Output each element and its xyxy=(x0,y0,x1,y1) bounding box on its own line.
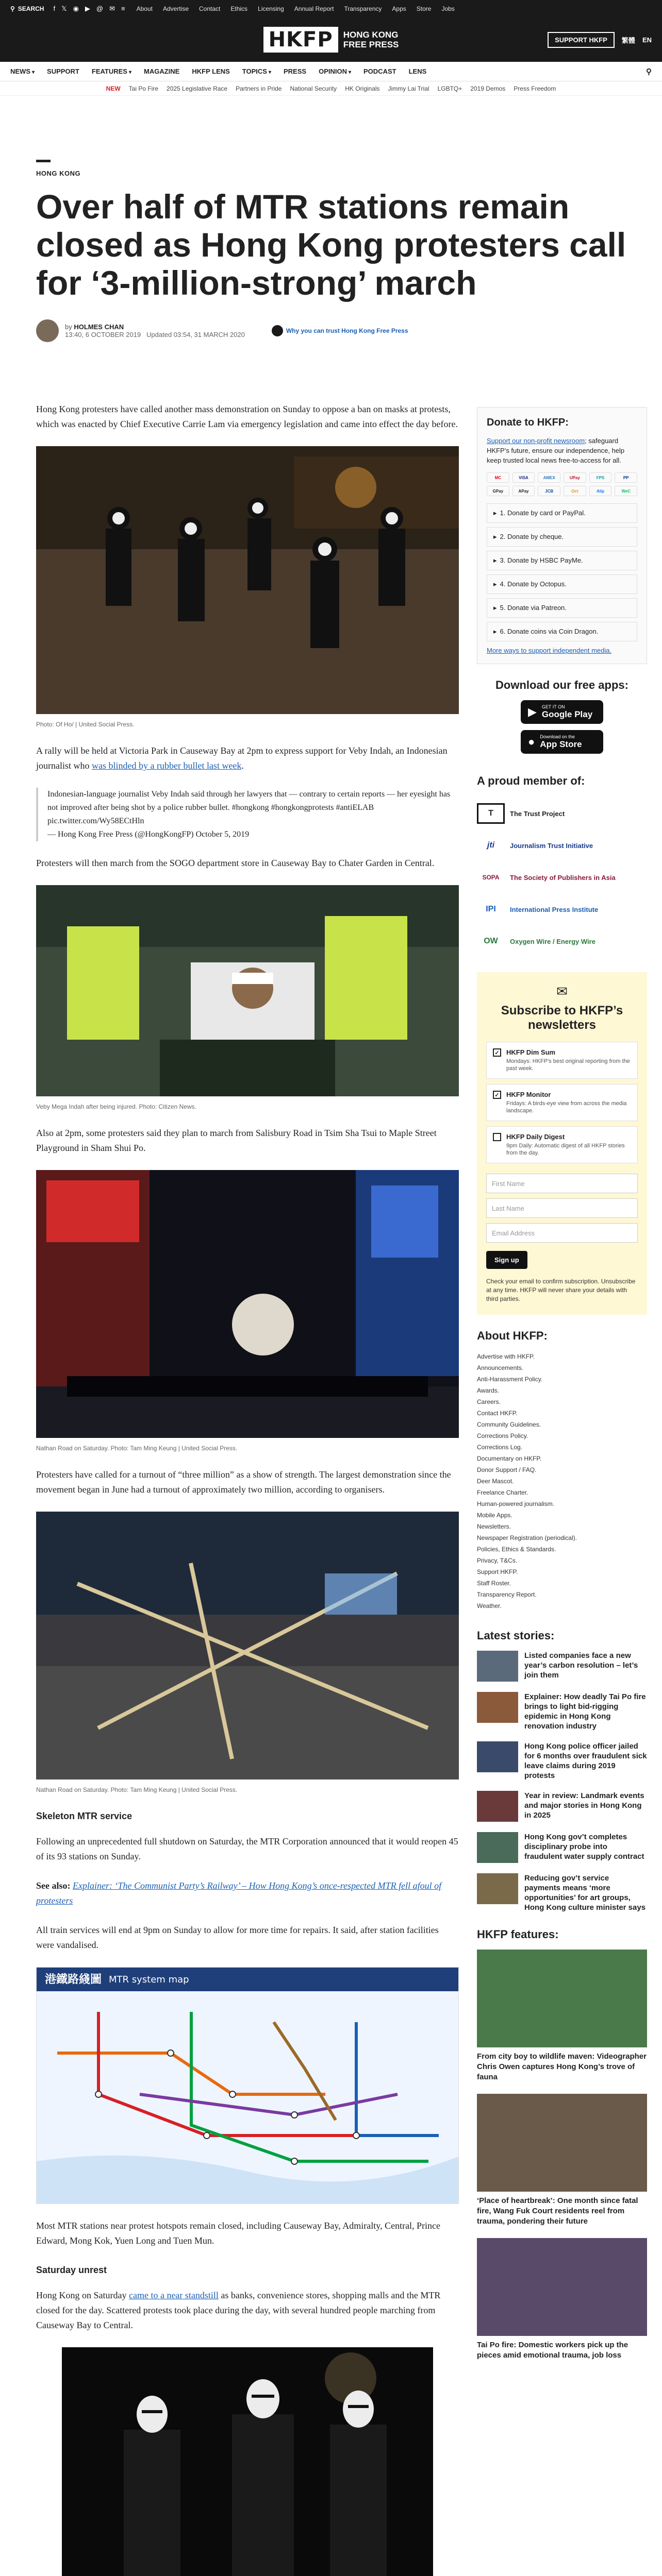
donate-option[interactable] xyxy=(487,551,637,570)
nav-item-lens-2[interactable]: LENS xyxy=(408,67,427,75)
about-item[interactable]: Transparency Report. xyxy=(477,1591,537,1598)
trust-project-icon xyxy=(272,325,283,336)
about-title: About HKFP: xyxy=(477,1329,548,1342)
mail-icon[interactable]: ✉ xyxy=(109,5,115,12)
site-logo[interactable] xyxy=(263,27,399,53)
utility-link[interactable]: Annual Report xyxy=(294,5,334,12)
email-field[interactable]: Email Address xyxy=(486,1223,638,1243)
nav-item-press[interactable]: PRESS xyxy=(284,67,307,75)
utility-link[interactable]: Contact xyxy=(199,5,221,12)
utility-link[interactable]: Advertise xyxy=(162,5,189,12)
feature-image xyxy=(477,2094,647,2192)
logo-line: FREE PRESS xyxy=(343,40,399,49)
brand-actions xyxy=(548,18,652,62)
chevron-right-icon: ▸ xyxy=(493,580,497,588)
map-illustration xyxy=(37,1991,459,2204)
about-item[interactable]: Awards. xyxy=(477,1387,500,1394)
member-name: The Society of Publishers in Asia xyxy=(510,873,616,882)
chevron-right-icon: ▸ xyxy=(493,556,497,564)
alipay-icon: Alip xyxy=(589,486,612,496)
article-kicker[interactable]: HONG KONG xyxy=(36,170,81,177)
article-header xyxy=(36,160,629,342)
store-big-text: App Store xyxy=(540,739,582,749)
newsletter-option[interactable] xyxy=(486,1126,638,1163)
trending-item[interactable]: Jimmy Lai Trial xyxy=(388,84,429,92)
feature-story[interactable] xyxy=(477,2238,647,2361)
newsletter-box xyxy=(477,972,647,1315)
nav-item-opinion[interactable]: OPINION ▾ xyxy=(319,67,352,75)
donate-option[interactable] xyxy=(487,622,637,641)
latest-list xyxy=(477,1651,647,1912)
chevron-right-icon: ▸ xyxy=(493,628,497,635)
app-store-button[interactable] xyxy=(521,730,603,754)
tweet-text: Indonesian-language journalist Veby Indah said through her lawyers that — contrary to certain reports — her eyesight has not improved after being shot by a police rubber bullet. #hongkong #hongkongprotests #antiELAB pic.twitter.com/Wy58ECtHln xyxy=(47,790,451,825)
utility-link[interactable]: Store xyxy=(416,5,432,12)
utility-search[interactable] xyxy=(10,5,44,12)
feature-title: ‘Place of heartbreak’: One month since fatal fire, Wang Fuk Court residents reel from trauma, pondering their future xyxy=(477,2196,638,2226)
paypal-icon: PP xyxy=(615,472,637,483)
jcb-icon: JCB xyxy=(538,486,560,496)
trust-badge[interactable] xyxy=(272,325,408,336)
brand-row xyxy=(0,18,662,62)
about-item[interactable]: Support HKFP. xyxy=(477,1568,518,1575)
mail-icon: ✉ xyxy=(556,984,568,999)
see-also-link[interactable]: Explainer: ‘The Communist Party’s Railway’ – How Hong Kong’s once-respected MTR fell afoul of protesters xyxy=(36,1880,442,1906)
store-small-text: Download on the xyxy=(540,734,575,739)
donate-option[interactable] xyxy=(487,503,637,523)
play-icon: ▶ xyxy=(528,705,537,718)
store-small-text: GET IT ON xyxy=(541,704,565,709)
trending-item[interactable]: Tai Po Fire xyxy=(128,84,159,92)
feature-story[interactable] xyxy=(477,1950,647,2082)
newsletter-option-desc: Fridays: A birds-eye view from across the media landscape. xyxy=(506,1100,627,1114)
trust-project-logo: T xyxy=(477,803,505,824)
article-body xyxy=(36,402,459,2576)
paragraph xyxy=(36,2288,459,2333)
photo-barricade xyxy=(36,1512,459,1780)
amex-icon: AMEX xyxy=(538,472,560,483)
chevron-right-icon: ▸ xyxy=(493,533,497,540)
story-title: Year in review: Landmark events and major stories in Hong Kong in 2025 xyxy=(524,1791,644,1820)
text-run: A rally will be held at Victoria Park in Causeway Bay at 2pm to express support for Veby Indah, an Indonesian journalist who xyxy=(36,745,448,771)
trust-link: Why you can trust Hong Kong Free Press xyxy=(286,327,408,334)
x-icon[interactable]: 𝕏 xyxy=(61,5,67,12)
photo-caption: Nathan Road on Saturday. Photo: Tam Ming Keung | United Social Press. xyxy=(36,1786,238,1793)
language-switch-en[interactable]: EN xyxy=(642,36,652,44)
photo-illustration xyxy=(36,1512,459,1780)
utility-link[interactable]: Apps xyxy=(392,5,406,12)
photo-caption: Nathan Road on Saturday. Photo: Tam Ming Keung | United Social Press. xyxy=(36,1445,238,1452)
newsletter-note: Check your email to confirm subscription. Unsubscribe at any time. HKFP will never share your details with third parties. xyxy=(486,1278,636,1302)
donate-option-label: 1. Donate by card or PayPal. xyxy=(500,509,586,517)
donate-text xyxy=(487,436,637,465)
apple-icon: ● xyxy=(528,735,535,748)
latest-story[interactable] xyxy=(477,1832,647,1863)
feature-image xyxy=(477,2238,647,2336)
photo-injured-journalist xyxy=(36,885,459,1096)
member-name: Oxygen Wire / Energy Wire xyxy=(510,937,595,945)
oxygen-wire-logo: OW xyxy=(484,937,498,945)
logo-line: HONG KONG xyxy=(343,30,399,40)
about-item[interactable]: Human-powered journalism. xyxy=(477,1500,555,1507)
store-big-text: Google Play xyxy=(541,709,593,719)
nav-item-podcast[interactable]: PODCAST xyxy=(363,67,396,75)
trending-item[interactable]: HK Originals xyxy=(345,84,380,92)
paragraph: Also at 2pm, some protesters said they plan to march from Salisbury Road in Tsim Sha Tsui to Maple Street Playground in Sham Shui Po. xyxy=(36,1128,437,1153)
member-title: A proud member of: xyxy=(477,774,585,787)
text-run: . xyxy=(241,760,244,771)
photo-caption: Photo: Of Ho/ | United Social Press. xyxy=(36,721,135,728)
trending-item[interactable]: Press Freedom xyxy=(514,84,556,92)
about-item[interactable]: Donor Support / FAQ. xyxy=(477,1466,537,1473)
about-item[interactable]: Newsletters. xyxy=(477,1523,511,1530)
logo-mark: HKFP xyxy=(263,27,338,53)
byline-text xyxy=(65,323,245,338)
newsletter-title: Subscribe to HKFP’s newsletters xyxy=(501,1004,623,1032)
donate-option-label: 3. Donate by HSBC PayMe. xyxy=(500,556,583,564)
publish-date: 13:40, 6 OCTOBER 2019 xyxy=(65,331,141,338)
trending-item[interactable]: Partners in Pride xyxy=(236,84,282,92)
nav-item-lens[interactable]: HKFP LENS xyxy=(192,67,230,75)
latest-story[interactable] xyxy=(477,1791,647,1822)
about-item[interactable]: Community Guidelines. xyxy=(477,1421,541,1428)
story-thumbnail xyxy=(477,1873,518,1904)
member-trust-project[interactable] xyxy=(477,803,647,824)
story-thumbnail xyxy=(477,1832,518,1863)
photo-nathan-road-night xyxy=(36,1170,459,1438)
main-nav xyxy=(0,62,662,81)
member-sopa[interactable] xyxy=(477,867,647,888)
story-title: Explainer: How deadly Tai Po fire brings to light bid-rigging epidemic in Hong Kong renovation industry xyxy=(524,1692,646,1731)
paragraph: Hong Kong protesters have called another mass demonstration on Sunday to oppose a ban on masks at protests, which was enacted by Chief Executive Carrie Lam via emergency legislation and came into effect the day before. xyxy=(36,404,458,429)
donate-option-label: 4. Donate by Octopus. xyxy=(500,580,567,588)
about-item[interactable]: Mobile Apps. xyxy=(477,1512,512,1519)
member-name: Journalism Trust Initiative xyxy=(510,841,593,850)
about-item[interactable]: Careers. xyxy=(477,1398,501,1405)
newsletter-option-title: HKFP Dim Sum xyxy=(506,1048,556,1056)
story-title: Hong Kong gov’t completes disciplinary probe into fraudulent water supply contract xyxy=(524,1833,644,1861)
donate-link[interactable]: Support our non-profit newsroom xyxy=(487,437,585,445)
newsletter-option-title: HKFP Daily Digest xyxy=(506,1133,565,1141)
feature-title: From city boy to wildlife maven: Videographer Chris Owen captures Hong Kong’s trove of fauna xyxy=(477,2052,647,2081)
about-item[interactable]: Corrections Policy. xyxy=(477,1432,528,1439)
search-icon: ⚲ xyxy=(10,5,15,12)
last-name-field[interactable]: Last Name xyxy=(486,1198,638,1218)
about-item[interactable]: Anti-Harassment Policy. xyxy=(477,1376,543,1383)
author-name[interactable]: HOLMES CHAN xyxy=(74,323,124,331)
story-thumbnail xyxy=(477,1651,518,1682)
rss-icon[interactable]: ≡ xyxy=(121,5,125,12)
feature-image xyxy=(477,1950,647,2047)
chevron-right-icon: ▸ xyxy=(493,509,497,517)
article-headline: Over half of MTR stations remain closed as Hong Kong protesters call for ‘3-million-strong’ march xyxy=(36,188,626,302)
donate-option-label: 5. Donate via Patreon. xyxy=(500,604,567,612)
applepay-icon: APay xyxy=(512,486,535,496)
instagram-icon[interactable]: ◉ xyxy=(73,5,79,12)
map-title-en: MTR system map xyxy=(109,1974,189,1985)
author-avatar xyxy=(36,319,59,342)
member-oxygen-wire[interactable] xyxy=(477,931,647,952)
trending-item[interactable]: 2019 Demos xyxy=(470,84,506,92)
chevron-down-icon: ▾ xyxy=(268,70,271,75)
fps-icon: FPS xyxy=(589,472,612,483)
newsletter-option-title: HKFP Monitor xyxy=(506,1091,551,1098)
utility-link[interactable]: Licensing xyxy=(258,5,284,12)
social-links xyxy=(53,5,125,13)
utility-link[interactable]: Ethics xyxy=(230,5,248,12)
feature-story[interactable] xyxy=(477,2094,647,2227)
about-item[interactable]: Staff Roster. xyxy=(477,1580,511,1587)
latest-story[interactable] xyxy=(477,1692,647,1731)
about-item[interactable]: Contact HKFP. xyxy=(477,1410,518,1417)
photo-illustration xyxy=(36,885,459,1096)
threads-icon[interactable]: @ xyxy=(96,5,104,12)
paragraph xyxy=(36,743,459,773)
text-run: Hong Kong on Saturday xyxy=(36,2290,129,2300)
headline-rule xyxy=(36,160,51,162)
signup-button[interactable]: Sign up xyxy=(486,1251,527,1269)
about-item[interactable]: Weather. xyxy=(477,1602,502,1609)
latest-story[interactable] xyxy=(477,1651,647,1682)
map-title-bar xyxy=(37,1968,458,1991)
member-ipi[interactable] xyxy=(477,899,647,920)
story-title: Reducing gov’t service payments means ‘more opportunities’ for art groups, Hong Kong culture minister says xyxy=(524,1874,646,1912)
newsletter-option[interactable] xyxy=(486,1042,638,1079)
trending-bar xyxy=(0,81,662,96)
updated-date: Updated 03:54, 31 MARCH 2020 xyxy=(146,331,245,338)
about-item[interactable]: Corrections Log. xyxy=(477,1444,523,1451)
sopa-logo: SOPA xyxy=(482,874,500,881)
photo-night-protest xyxy=(36,446,459,714)
latest-title: Latest stories: xyxy=(477,1629,555,1642)
checkbox-checked[interactable]: ✓ xyxy=(493,1091,501,1099)
about-item[interactable]: Deer Mascot. xyxy=(477,1478,514,1485)
nav-item-features[interactable]: FEATURES ▾ xyxy=(91,67,132,75)
article-link[interactable]: was blinded by a rubber bullet last week xyxy=(92,760,242,771)
googlepay-icon: GPay xyxy=(487,486,509,496)
utility-link[interactable]: Jobs xyxy=(441,5,455,12)
about-item[interactable]: Announcements. xyxy=(477,1364,524,1371)
see-also xyxy=(36,1878,459,1908)
donate-option-label: 6. Donate coins via Coin Dragon. xyxy=(500,628,599,635)
tweet-attribution[interactable]: — Hong Kong Free Press (@HongKongFP) October 5, 2019 xyxy=(47,830,250,839)
sidebar xyxy=(477,407,647,2372)
section-heading: Saturday unrest xyxy=(36,2265,107,2275)
paragraph: Protesters will then march from the SOGO department store in Causeway Bay to Chater Garden in Central. xyxy=(36,858,435,868)
support-button[interactable]: SUPPORT HKFP xyxy=(548,32,615,48)
octopus-icon: Oct xyxy=(564,486,586,496)
donate-box xyxy=(477,407,647,664)
youtube-icon[interactable]: ▶ xyxy=(85,5,90,12)
map-title-zh: 港鐵路綫圖 xyxy=(45,1973,102,1986)
utility-link[interactable]: About xyxy=(136,5,153,12)
paragraph: Following an unprecedented full shutdown on Saturday, the MTR Corporation announced that it would reopen 45 of its 93 stations on Sunday. xyxy=(36,1836,458,1861)
paragraph: Protesters have called for a turnout of “three million” as a show of strength. The largest demonstration since the movement began in June had a turnout of approximately two million, according to organisers. xyxy=(36,1469,451,1495)
about-item[interactable]: Documentary on HKFP. xyxy=(477,1455,542,1462)
latest-story[interactable] xyxy=(477,1873,647,1912)
about-item[interactable]: Privacy, T&Cs. xyxy=(477,1557,518,1564)
byline xyxy=(36,319,629,342)
newsletter-option[interactable] xyxy=(486,1084,638,1121)
nav-item-support[interactable]: SUPPORT xyxy=(47,67,79,75)
payment-icons xyxy=(487,472,637,496)
story-title: Hong Kong police officer jailed for 6 months over fraudulent sick leave claims during 2019 protests xyxy=(524,1742,647,1780)
jti-logo: jti xyxy=(487,841,495,850)
ipi-logo: IPI xyxy=(486,905,496,913)
nav-item-magazine[interactable]: MAGAZINE xyxy=(144,67,180,75)
donate-title: Donate to HKFP: xyxy=(487,417,569,428)
byline-prefix: by xyxy=(65,323,72,331)
mtr-map xyxy=(36,1967,459,2204)
nav-item-news[interactable]: NEWS ▾ xyxy=(10,67,35,75)
see-also-label: See also: xyxy=(36,1880,71,1891)
visa-icon: VISA xyxy=(512,472,535,483)
features-title: HKFP features: xyxy=(477,1928,559,1941)
utility-links xyxy=(137,5,455,12)
story-thumbnail xyxy=(477,1791,518,1822)
language-switch-zh[interactable]: 繁體 xyxy=(621,36,635,44)
utility-link[interactable]: Transparency xyxy=(344,5,382,12)
about-item[interactable]: Advertise with HKFP. xyxy=(477,1353,535,1360)
donate-option[interactable] xyxy=(487,527,637,547)
donate-option[interactable] xyxy=(487,598,637,618)
text-run: as banks, convenience stores, shopping malls and the MTR closed for the day. Scattered protests took place during the day, with several hundred people marching from Causeway Bay to Central. xyxy=(36,2290,441,2330)
trending-item[interactable]: LGBTQ+ xyxy=(437,84,462,92)
photo-masked-protesters xyxy=(62,2347,433,2576)
about-list xyxy=(477,1351,647,1612)
about-item[interactable]: Policies, Ethics & Standards. xyxy=(477,1546,556,1553)
latest-story[interactable] xyxy=(477,1741,647,1781)
photo-caption: Veby Mega Indah after being injured. Photo: Citizen News. xyxy=(36,1103,196,1110)
about-item[interactable]: Freelance Charter. xyxy=(477,1489,528,1496)
newsletter-option-desc: 9pm Daily: Automatic digest of all HKFP stories from the day. xyxy=(506,1143,625,1156)
wechat-icon: WeC xyxy=(615,486,637,496)
member-name: International Press Institute xyxy=(510,905,599,913)
newsletter-option-desc: Mondays: HKFP's best original reporting from the past week. xyxy=(506,1058,630,1072)
story-title: Listed companies face a new year’s carbon resolution – let’s join them xyxy=(524,1651,638,1680)
apps-title: Download our free apps: xyxy=(495,679,628,691)
photo-illustration xyxy=(36,446,459,714)
photo-illustration xyxy=(62,2347,433,2576)
checkbox-checked[interactable]: ✓ xyxy=(493,1048,501,1057)
trending-new-badge: NEW xyxy=(106,84,121,92)
first-name-field[interactable]: First Name xyxy=(486,1174,638,1193)
search-icon[interactable]: ⚲ xyxy=(646,67,652,76)
unionpay-icon: UPay xyxy=(564,472,586,483)
mastercard-icon: MC xyxy=(487,472,509,483)
about-item[interactable]: Newspaper Registration (periodical). xyxy=(477,1534,577,1541)
trending-item[interactable]: National Security xyxy=(290,84,337,92)
story-thumbnail xyxy=(477,1741,518,1772)
facebook-icon[interactable]: f xyxy=(53,5,56,12)
photo-illustration xyxy=(36,1170,459,1438)
article-link[interactable]: came to a near standstill xyxy=(128,2290,219,2300)
member-name: The Trust Project xyxy=(510,809,565,818)
google-play-button[interactable] xyxy=(521,700,603,724)
utility-search-label: SEARCH xyxy=(18,5,44,12)
embedded-tweet xyxy=(36,788,459,841)
chevron-down-icon: ▾ xyxy=(32,70,35,75)
donate-more-link[interactable]: More ways to support independent media. xyxy=(487,647,612,654)
spacer xyxy=(36,2204,459,2218)
feature-title: Tai Po fire: Domestic workers pick up the pieces amid emotional trauma, job loss xyxy=(477,2341,628,2360)
paragraph: Most MTR stations near protest hotspots remain closed, including Causeway Bay, Admiralty, Central, Prince Edward, Mong Kok, Yuen Long and Tuen Mun. xyxy=(36,2221,441,2246)
section-heading: Skeleton MTR service xyxy=(36,1811,133,1821)
text-run: ; safeguard HKFP’s future, ensure our independence, help keep trusted local news free-to-access for all. xyxy=(487,437,625,464)
chevron-down-icon: ▾ xyxy=(128,70,132,75)
donate-option-label: 2. Donate by cheque. xyxy=(500,533,564,540)
donate-option[interactable] xyxy=(487,574,637,594)
logo-text xyxy=(343,30,399,49)
nav-item-topics[interactable]: TOPICS ▾ xyxy=(242,67,271,75)
trending-item[interactable]: 2025 Legislative Race xyxy=(167,84,228,92)
chevron-right-icon: ▸ xyxy=(493,604,497,612)
checkbox-unchecked[interactable] xyxy=(493,1133,501,1141)
story-thumbnail xyxy=(477,1692,518,1723)
utility-bar xyxy=(0,0,662,18)
paragraph: All train services will end at 9pm on Sunday to allow for more time for repairs. It said, after station facilities were vandalised. xyxy=(36,1925,439,1950)
chevron-down-icon: ▾ xyxy=(348,70,352,75)
member-jti[interactable] xyxy=(477,835,647,856)
